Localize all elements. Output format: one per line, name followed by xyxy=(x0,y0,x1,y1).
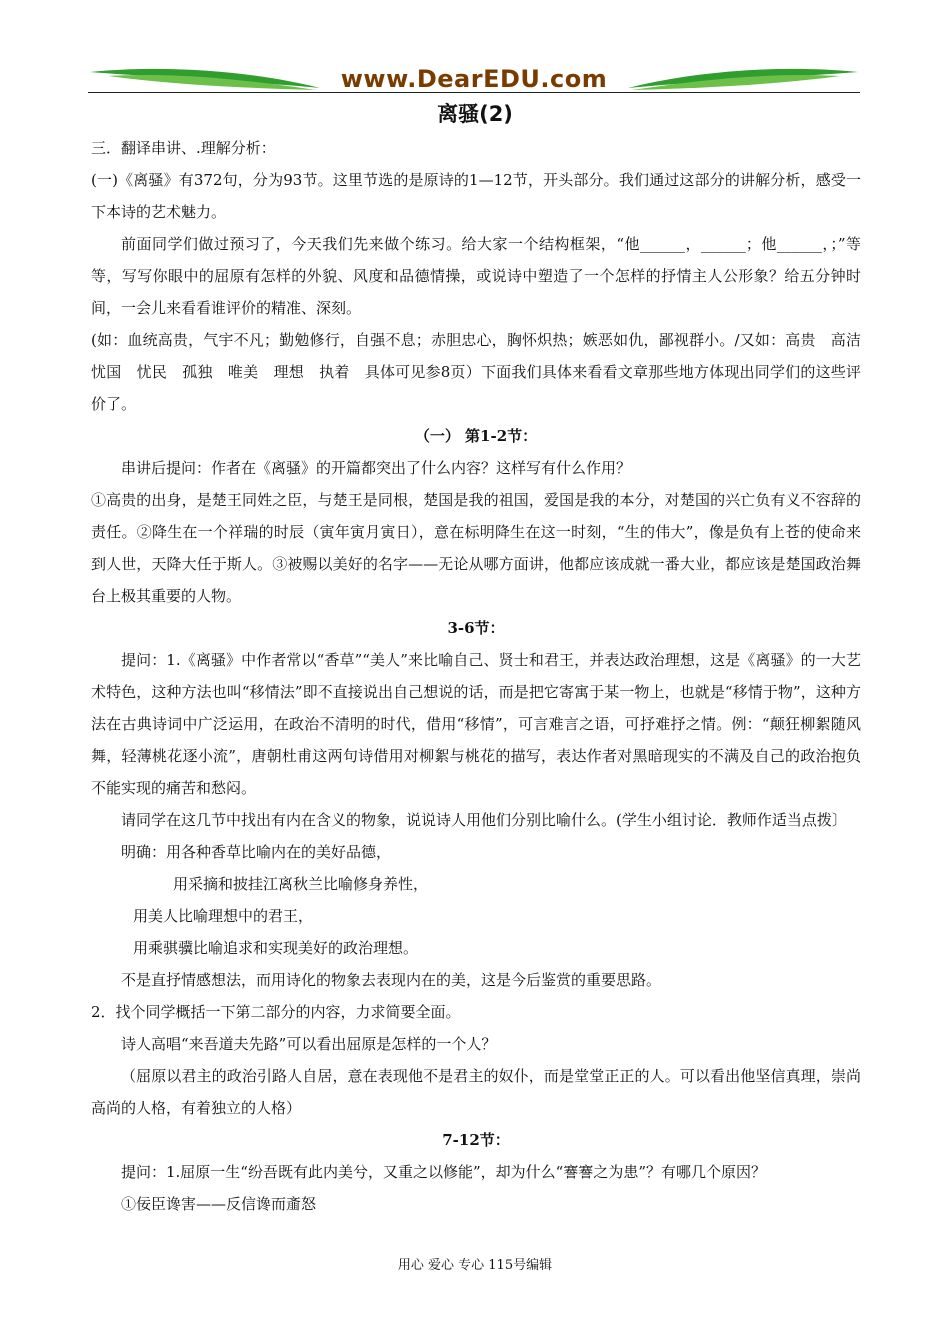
section-heading: （一） 第1-2节： xyxy=(414,427,538,445)
paragraph: 用美人比喻理想中的君王， xyxy=(133,907,314,925)
paragraph: 提问：1.屈原一生“纷吾既有此内美兮，又重之以修能”，却为什么“謇謇之为患”？有哪几个原因？ xyxy=(121,1163,766,1181)
paragraph: 诗人高唱“来吾道夫先路”可以看出屈原是怎样的一个人？ xyxy=(121,1035,497,1053)
paragraph: ①佞臣谗害——反信谗而齑怒 xyxy=(121,1195,317,1213)
paragraph: 串讲后提问：作者在《离骚》的开篇都突出了什么内容？这样写有什么作用？ xyxy=(121,459,632,477)
paragraph: 三．翻译串讲、.理解分析： xyxy=(91,139,276,157)
paragraph: 明确：用各种香草比喻内在的美好品德， xyxy=(121,843,392,861)
paragraph: (一)《离骚》有372句，分为93节。这里节选的是原诗的1—12节，开头部分。我们通过这部分的讲解分析，感受一下本诗的艺术魅力。 xyxy=(91,171,861,221)
paragraph: （屈原以君主的政治引路人自居，意在表现他不是君主的奴仆，而是堂堂正正的人。可以看出他坚信真理，崇尚高尚的人格，有着独立的人格） xyxy=(91,1067,861,1117)
paragraph: 提问：1.《离骚》中作者常以“香草”“美人”来比喻自己、贤士和君王，并表达政治理想，这是《离骚》的一大艺术特色，这种方法也叫“移情法”即不直接说出自己想说的话，而是把它寄寓于某一物上，也就是“移情于物”，这种方法在古典诗词中广泛运用，在政治不清明的时代，借用“移情”，可言难言之语，可抒难抒之情。例：“颠狂柳絮随风舞，轻薄桃花逐小流”，唐朝杜甫这两句诗借用对柳絮与桃花的描写，表达作者对黑暗现实的不满及自己的政治抱负不能实现的痛苦和愁闷。 xyxy=(91,651,861,797)
header-rule xyxy=(88,92,860,93)
page-footer: 用心 爱心 专心 115号编辑 xyxy=(397,1258,553,1273)
header-banner xyxy=(88,62,860,96)
section-heading: 7-12节： xyxy=(442,1131,510,1149)
paragraph: 前面同学们做过预习了，今天我们先来做个练习。给大家一个结构框架，“他______，______；他______，；”等等，写写你眼中的屈原有怎样的外貌、风度和品德情操，或说诗中塑造了一个怎样的抒情主人公形象？给五分钟时间，一会儿来看看谁评价的精准、深刻。 xyxy=(91,235,861,317)
document-body xyxy=(91,132,877,1220)
paragraph: 不是直抒情感想法，而用诗化的物象去表现内在的美，这是今后鉴赏的重要思路。 xyxy=(121,971,662,989)
page-title: 离骚(2) xyxy=(437,102,513,126)
paragraph: ①高贵的出身，是楚王同姓之臣，与楚王是同根，楚国是我的祖国，爱国是我的本分，对楚国的兴亡负有义不容辞的责任。②降生在一个祥瑞的时辰（寅年寅月寅日），意在标明降生在这一时刻，“生的伟大”，像是负有上苍的使命来到人世，天降大任于斯人。③被赐以美好的名字——无论从哪方面讲，他都应该成就一番大业，都应该是楚国政治舞台上极其重要的人物。 xyxy=(91,491,861,605)
paragraph: 用乘骐骥比喻追求和实现美好的政治理想。 xyxy=(133,939,419,957)
banner-site-name: www.DearEDU.com xyxy=(340,65,608,93)
paragraph: (如：血统高贵，气宇不凡；勤勉修行，自强不息；赤胆忠心，胸怀炽热；嫉恶如仇，鄙视群小。/又如：高贵 高洁 忧国 忧民 孤独 唯美 理想 执着 具体可见参8页）下面我们具体来看看文章那些地方体现出同学们的这些评价了。 xyxy=(91,331,877,413)
paragraph: 请同学在这几节中找出有内在含义的物象，说说诗人用他们分别比喻什么。(学生小组讨论．教师作适当点拨〕 xyxy=(121,811,847,829)
section-heading: 3-6节： xyxy=(447,619,505,637)
paragraph: 用采摘和披挂江离秋兰比喻修身养性， xyxy=(173,875,429,893)
paragraph: 2．找个同学概括一下第二部分的内容，力求简要全面。 xyxy=(91,1003,461,1021)
